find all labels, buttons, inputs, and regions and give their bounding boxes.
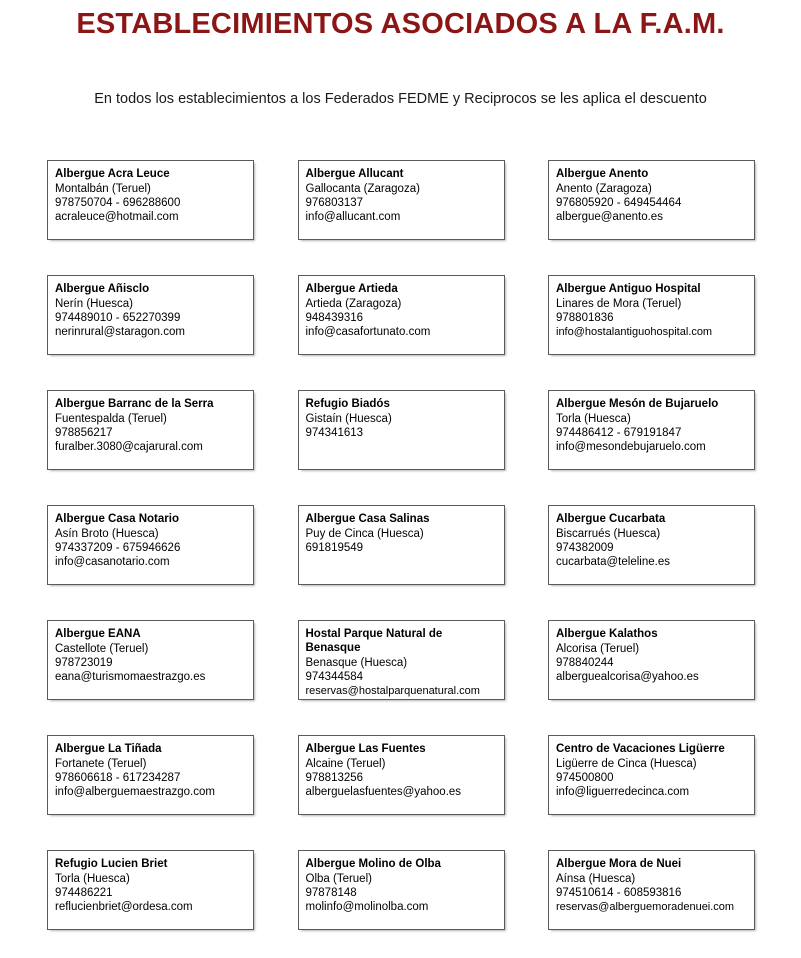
establishment-card — [548, 620, 755, 700]
establishment-email[interactable]: info@alberguemaestrazgo.com — [55, 786, 215, 798]
establishment-email[interactable]: alberguealcorisa@yahoo.es — [556, 671, 699, 683]
establishment-name: Albergue Mesón de Bujaruelo — [556, 398, 719, 410]
establishment-phone: 978840244 — [556, 657, 614, 669]
establishment-location: Nerín (Huesca) — [55, 298, 133, 310]
establishment-phone: 974341613 — [305, 427, 364, 439]
establishment-location: Artieda (Zaragoza) — [305, 298, 402, 310]
establishment-email[interactable]: info@liguerredecinca.com — [556, 786, 690, 798]
establishment-phone: 974500800 — [556, 772, 614, 784]
establishment-phone: 974489010 - 652270399 — [55, 312, 181, 324]
establishment-email[interactable]: alberguelasfuentes@yahoo.es — [305, 786, 462, 798]
establishment-phone: 976805920 - 649454464 — [556, 197, 682, 209]
establishment-email[interactable]: info@hostalantiguohospital.com — [556, 326, 713, 338]
establishment-location: Torla (Huesca) — [556, 413, 631, 425]
establishment-card — [298, 505, 505, 585]
establishment-email[interactable]: reflucienbriet@ordesa.com — [55, 901, 193, 913]
establishment-card — [298, 735, 505, 815]
establishment-card — [548, 505, 755, 585]
establishment-phone: 974510614 - 608593816 — [556, 887, 682, 899]
establishment-location: Linares de Mora (Teruel) — [556, 298, 682, 310]
establishment-location: Puy de Cinca (Huesca) — [305, 528, 424, 540]
establishment-phone: 978723019 — [55, 657, 113, 669]
establishment-location: Aínsa (Huesca) — [556, 873, 636, 885]
establishment-name: Albergue Las Fuentes — [305, 743, 426, 755]
column-gap — [505, 390, 549, 470]
establishment-name: Albergue Acra Leuce — [55, 168, 170, 180]
establishment-location: Torla (Huesca) — [55, 873, 130, 885]
establishment-name: Albergue Añisclo — [55, 283, 150, 295]
establishment-name: Refugio Lucien Briet — [55, 858, 168, 870]
establishment-name: Centro de Vacaciones Ligüerre — [556, 743, 725, 755]
establishment-location: Castellote (Teruel) — [55, 643, 149, 655]
establishment-email[interactable]: furalber.3080@cajarural.com — [55, 441, 203, 453]
establishment-card — [298, 160, 505, 240]
establishment-location: Anento (Zaragoza) — [556, 183, 652, 195]
establishment-name: Albergue Molino de Olba — [305, 858, 441, 870]
establishment-card — [47, 850, 254, 930]
establishment-card — [548, 735, 755, 815]
establishment-card — [298, 620, 505, 700]
establishment-phone: 97878148 — [305, 887, 357, 899]
establishment-card — [548, 160, 755, 240]
establishment-name: Albergue Kalathos — [556, 628, 658, 640]
establishment-email[interactable]: molinfo@molinolba.com — [305, 901, 429, 913]
establishment-phone: 691819549 — [305, 542, 364, 554]
column-gap — [505, 505, 549, 585]
establishment-card — [548, 850, 755, 930]
column-gap — [505, 620, 549, 700]
establishment-name: Albergue EANA — [55, 628, 141, 640]
establishment-location: Ligüerre de Cinca (Huesca) — [556, 758, 697, 770]
establishment-email[interactable]: reservas@hostalparquenatural.com — [305, 685, 480, 697]
establishment-location: Fuentespalda (Teruel) — [55, 413, 167, 425]
establishment-name: Albergue Casa Salinas — [305, 513, 430, 525]
establishment-card — [47, 390, 254, 470]
establishment-location: Olba (Teruel) — [305, 873, 372, 885]
establishment-card — [298, 275, 505, 355]
page-title: ESTABLECIMIENTOS ASOCIADOS A LA F.A.M. — [76, 8, 725, 40]
establishment-email[interactable]: nerinrural@staragon.com — [55, 326, 185, 338]
establishment-phone: 974382009 — [556, 542, 614, 554]
establishment-name: Albergue Antiguo Hospital — [556, 283, 701, 295]
establishment-phone: 948439316 — [305, 312, 364, 324]
establishment-name: Albergue Allucant — [305, 168, 404, 180]
discount-notice: En todos los establecimientos a los Federados FEDME y Reciprocos se les aplica el descuento — [94, 91, 707, 107]
column-gap — [505, 275, 549, 355]
establishment-email[interactable]: info@casafortunato.com — [305, 326, 431, 338]
establishment-location: Asín Broto (Huesca) — [55, 528, 159, 540]
establishment-email[interactable]: info@mesondebujaruelo.com — [556, 441, 706, 453]
establishment-name: Albergue Casa Notario — [55, 513, 179, 525]
establishment-email[interactable]: eana@turismomaestrazgo.es — [55, 671, 206, 683]
column-gap — [254, 505, 298, 585]
establishment-name: Albergue Cucarbata — [556, 513, 666, 525]
establishment-location: Montalbán (Teruel) — [55, 183, 151, 195]
column-gap — [254, 735, 298, 815]
establishment-email[interactable]: cucarbata@teleline.es — [556, 556, 670, 568]
establishment-location: Gallocanta (Zaragoza) — [305, 183, 420, 195]
column-gap — [254, 275, 298, 355]
establishment-location: Fortanete (Teruel) — [55, 758, 147, 770]
establishment-name: Albergue Artieda — [305, 283, 398, 295]
establishment-name: Albergue La Tiñada — [55, 743, 162, 755]
establishment-email[interactable]: info@allucant.com — [305, 211, 401, 223]
establishment-name: Albergue Barranc de la Serra — [55, 398, 214, 410]
column-gap — [254, 390, 298, 470]
establishment-phone: 974486412 - 679191847 — [556, 427, 682, 439]
establishment-email[interactable]: albergue@anento.es — [556, 211, 663, 223]
establishment-card — [47, 160, 254, 240]
establishment-card — [47, 505, 254, 585]
establishment-grid — [47, 160, 755, 930]
establishment-name: Refugio Biadós — [305, 398, 390, 410]
establishment-name: Hostal Parque Natural de Benasque — [305, 628, 443, 654]
column-gap — [505, 160, 549, 240]
column-gap — [254, 620, 298, 700]
establishment-card — [47, 735, 254, 815]
establishment-email[interactable]: info@casanotario.com — [55, 556, 170, 568]
establishment-phone: 978750704 - 696288600 — [55, 197, 181, 209]
establishment-phone: 974486221 — [55, 887, 113, 899]
establishment-name: Albergue Anento — [556, 168, 649, 180]
establishment-card — [47, 620, 254, 700]
column-gap — [505, 735, 549, 815]
establishment-phone: 974344584 — [305, 671, 364, 683]
establishment-location: Alcorisa (Teruel) — [556, 643, 640, 655]
establishment-phone: 978606618 - 617234287 — [55, 772, 181, 784]
establishment-location: Biscarrués (Huesca) — [556, 528, 661, 540]
establishment-card — [548, 275, 755, 355]
establishment-card — [298, 850, 505, 930]
establishment-phone: 976803137 — [305, 197, 364, 209]
establishment-email[interactable]: reservas@alberguemoradenuei.com — [556, 901, 735, 913]
column-gap — [254, 160, 298, 240]
establishment-phone: 974337209 - 675946626 — [55, 542, 181, 554]
establishment-card — [47, 275, 254, 355]
establishment-card — [548, 390, 755, 470]
establishment-name: Albergue Mora de Nuei — [556, 858, 682, 870]
establishment-card — [298, 390, 505, 470]
establishment-phone: 978856217 — [55, 427, 113, 439]
establishment-location: Gistaín (Huesca) — [305, 413, 392, 425]
establishment-phone: 978801836 — [556, 312, 614, 324]
establishment-email[interactable]: acraleuce@hotmail.com — [55, 211, 179, 223]
establishment-location: Benasque (Huesca) — [305, 657, 408, 669]
column-gap — [254, 850, 298, 930]
establishment-location: Alcaine (Teruel) — [305, 758, 386, 770]
column-gap — [505, 850, 549, 930]
establishment-phone: 978813256 — [305, 772, 364, 784]
